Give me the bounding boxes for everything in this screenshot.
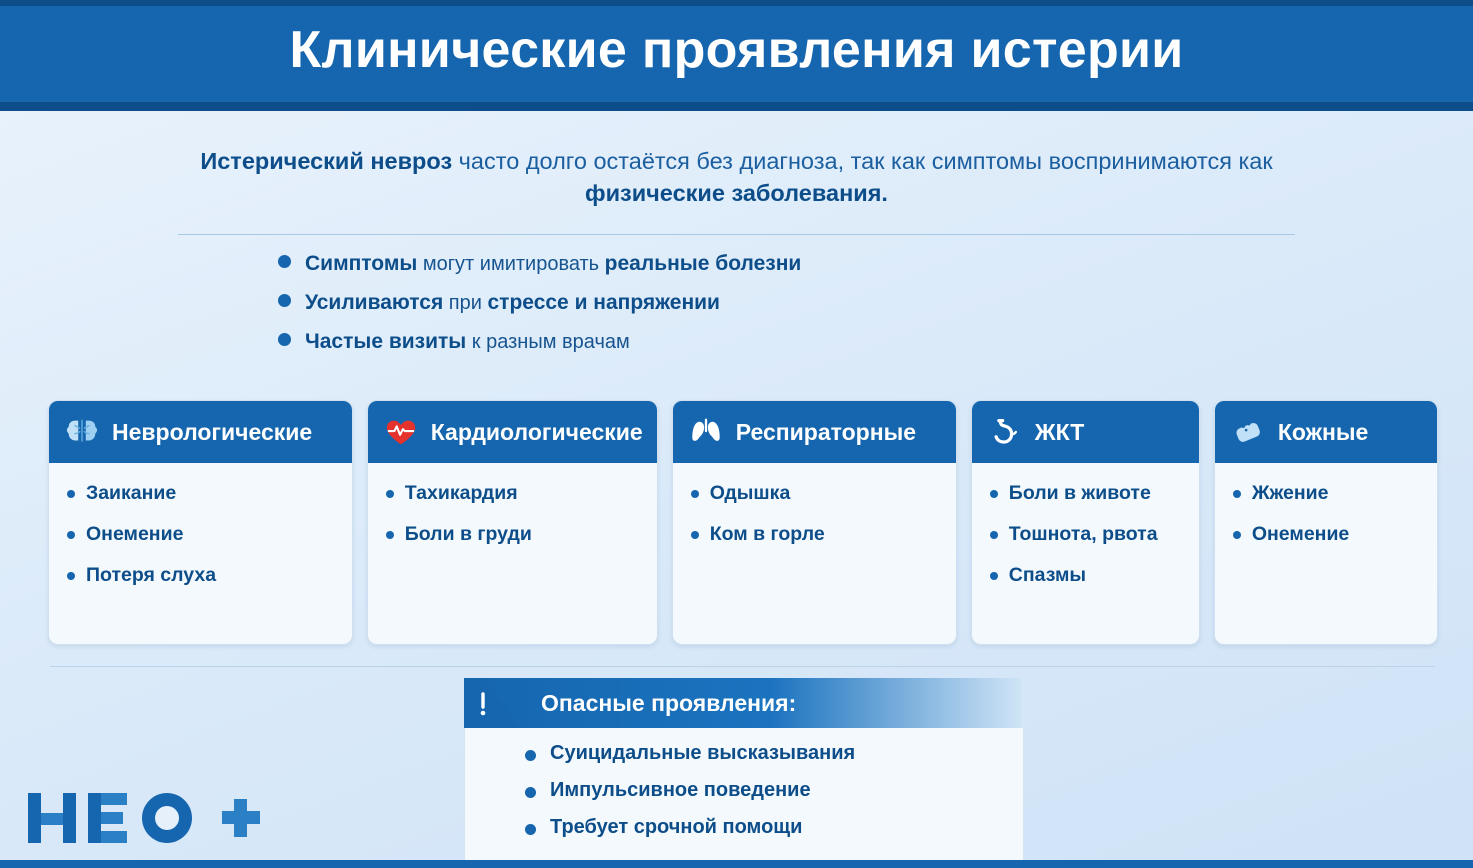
key-point-2-plain: при xyxy=(443,292,488,314)
bullet-dot-icon xyxy=(691,490,699,498)
danger-item xyxy=(525,816,1023,839)
bullet-dot-icon xyxy=(525,750,536,761)
card-body xyxy=(49,463,352,644)
category-card-cardiological xyxy=(367,400,658,645)
key-point-1-plain: могут имитировать xyxy=(417,253,605,275)
card-item xyxy=(67,563,338,588)
category-cards xyxy=(48,400,1438,645)
card-header xyxy=(673,401,956,463)
bullet-dot-icon xyxy=(691,531,699,539)
card-header xyxy=(49,401,352,463)
card-item-label: Жжение xyxy=(1251,482,1329,504)
danger-title: Опасные проявления: xyxy=(541,689,797,716)
heart-pulse-icon xyxy=(382,415,420,449)
bullet-dot-icon xyxy=(386,490,394,498)
bullet-dot-icon xyxy=(386,531,394,539)
category-card-gastrointestinal xyxy=(971,400,1200,645)
danger-divider xyxy=(50,666,1435,667)
bullet-dot-icon xyxy=(525,824,536,835)
bullet-dot-icon xyxy=(990,572,998,580)
card-item-label: Онемение xyxy=(1251,523,1350,545)
card-item xyxy=(691,481,942,506)
intro-paragraph xyxy=(140,145,1333,209)
card-item-label: Ком в горле xyxy=(709,523,825,545)
category-card-neurological xyxy=(48,400,353,645)
danger-item-label: Суицидальные высказывания xyxy=(550,742,856,764)
category-card-skin xyxy=(1214,400,1438,645)
card-item xyxy=(990,481,1185,506)
card-item-label: Тошнота, рвота xyxy=(1008,523,1158,545)
danger-body xyxy=(464,728,1024,866)
card-body xyxy=(673,463,956,644)
card-title: Неврологические xyxy=(112,418,313,445)
neo-plus-logo-icon xyxy=(26,789,261,847)
card-item-label: Одышка xyxy=(709,482,791,504)
card-item-label: Спазмы xyxy=(1008,564,1087,586)
card-item-label: Онемение xyxy=(86,523,184,545)
intro-middle: часто долго остаётся без диагноза, так как симптомы воспринимаются как xyxy=(452,148,1273,174)
key-point-1-tail: реальные болезни xyxy=(604,252,802,275)
header-bottom-rule xyxy=(0,102,1473,111)
key-points-list xyxy=(278,252,801,369)
card-body xyxy=(972,463,1199,644)
page-header xyxy=(0,0,1473,114)
bullet-dot-icon xyxy=(67,572,75,580)
bullet-dot-icon xyxy=(67,490,75,498)
bullet-dot-icon xyxy=(278,255,291,268)
key-point-row xyxy=(278,252,801,276)
card-title: ЖКТ xyxy=(1034,418,1085,445)
card-item xyxy=(990,563,1185,588)
card-item-label: Тахикардия xyxy=(404,482,518,504)
bullet-dot-icon xyxy=(67,531,75,539)
bullet-dot-icon xyxy=(1233,531,1241,539)
bullet-dot-icon xyxy=(1233,490,1241,498)
intro-lead: Истерический невроз xyxy=(200,148,453,174)
danger-item-label: Импульсивное поведение xyxy=(550,779,811,801)
card-item-label: Заикание xyxy=(86,482,177,504)
key-point-row xyxy=(278,291,801,315)
brand-logo xyxy=(26,790,261,846)
bullet-dot-icon xyxy=(525,787,536,798)
stomach-icon xyxy=(986,415,1024,449)
card-body xyxy=(1215,463,1437,644)
danger-panel xyxy=(464,678,1022,866)
card-header xyxy=(368,401,657,463)
bullet-dot-icon xyxy=(278,294,291,307)
card-header xyxy=(972,401,1199,463)
card-item-label: Боли в груди xyxy=(404,523,532,545)
skin-patch-icon xyxy=(1229,415,1267,449)
intro-strong-tail: физические заболевания. xyxy=(585,180,888,206)
key-point-3-plain: к разным врачам xyxy=(466,331,630,353)
card-title: Респираторные xyxy=(735,418,917,445)
card-title: Кардиологические xyxy=(430,418,643,445)
card-body xyxy=(368,463,657,644)
card-item xyxy=(386,522,643,547)
page-title: Клинические проявления истерии xyxy=(289,21,1184,79)
lungs-icon xyxy=(687,415,725,449)
card-item xyxy=(386,481,643,506)
card-item xyxy=(67,481,338,506)
danger-item xyxy=(525,779,1023,802)
card-item-label: Потеря слуха xyxy=(86,564,217,586)
danger-item-label: Требует срочной помощи xyxy=(550,816,803,838)
bullet-dot-icon xyxy=(990,531,998,539)
card-title: Кожные xyxy=(1277,418,1369,445)
footer-band xyxy=(0,860,1473,868)
warning-triangle-icon xyxy=(464,678,538,728)
card-header xyxy=(1215,401,1437,463)
danger-header xyxy=(464,678,1022,728)
brain-icon xyxy=(63,415,101,449)
key-point-1-lead: Симптомы xyxy=(305,252,418,275)
key-point-row xyxy=(278,330,801,354)
card-item-label: Боли в животе xyxy=(1008,482,1151,504)
key-point-3-lead: Частые визиты xyxy=(305,330,467,353)
card-item xyxy=(1233,481,1423,506)
key-point-2-tail: стрессе и напряжении xyxy=(487,291,720,314)
card-item xyxy=(1233,522,1423,547)
bullet-dot-icon xyxy=(990,490,998,498)
key-point-2-lead: Усиливаются xyxy=(305,291,444,314)
card-item xyxy=(691,522,942,547)
card-item xyxy=(67,522,338,547)
danger-item xyxy=(525,742,1023,765)
category-card-respiratory xyxy=(672,400,957,645)
card-item xyxy=(990,522,1185,547)
bullet-dot-icon xyxy=(278,333,291,346)
intro-divider xyxy=(178,234,1295,235)
